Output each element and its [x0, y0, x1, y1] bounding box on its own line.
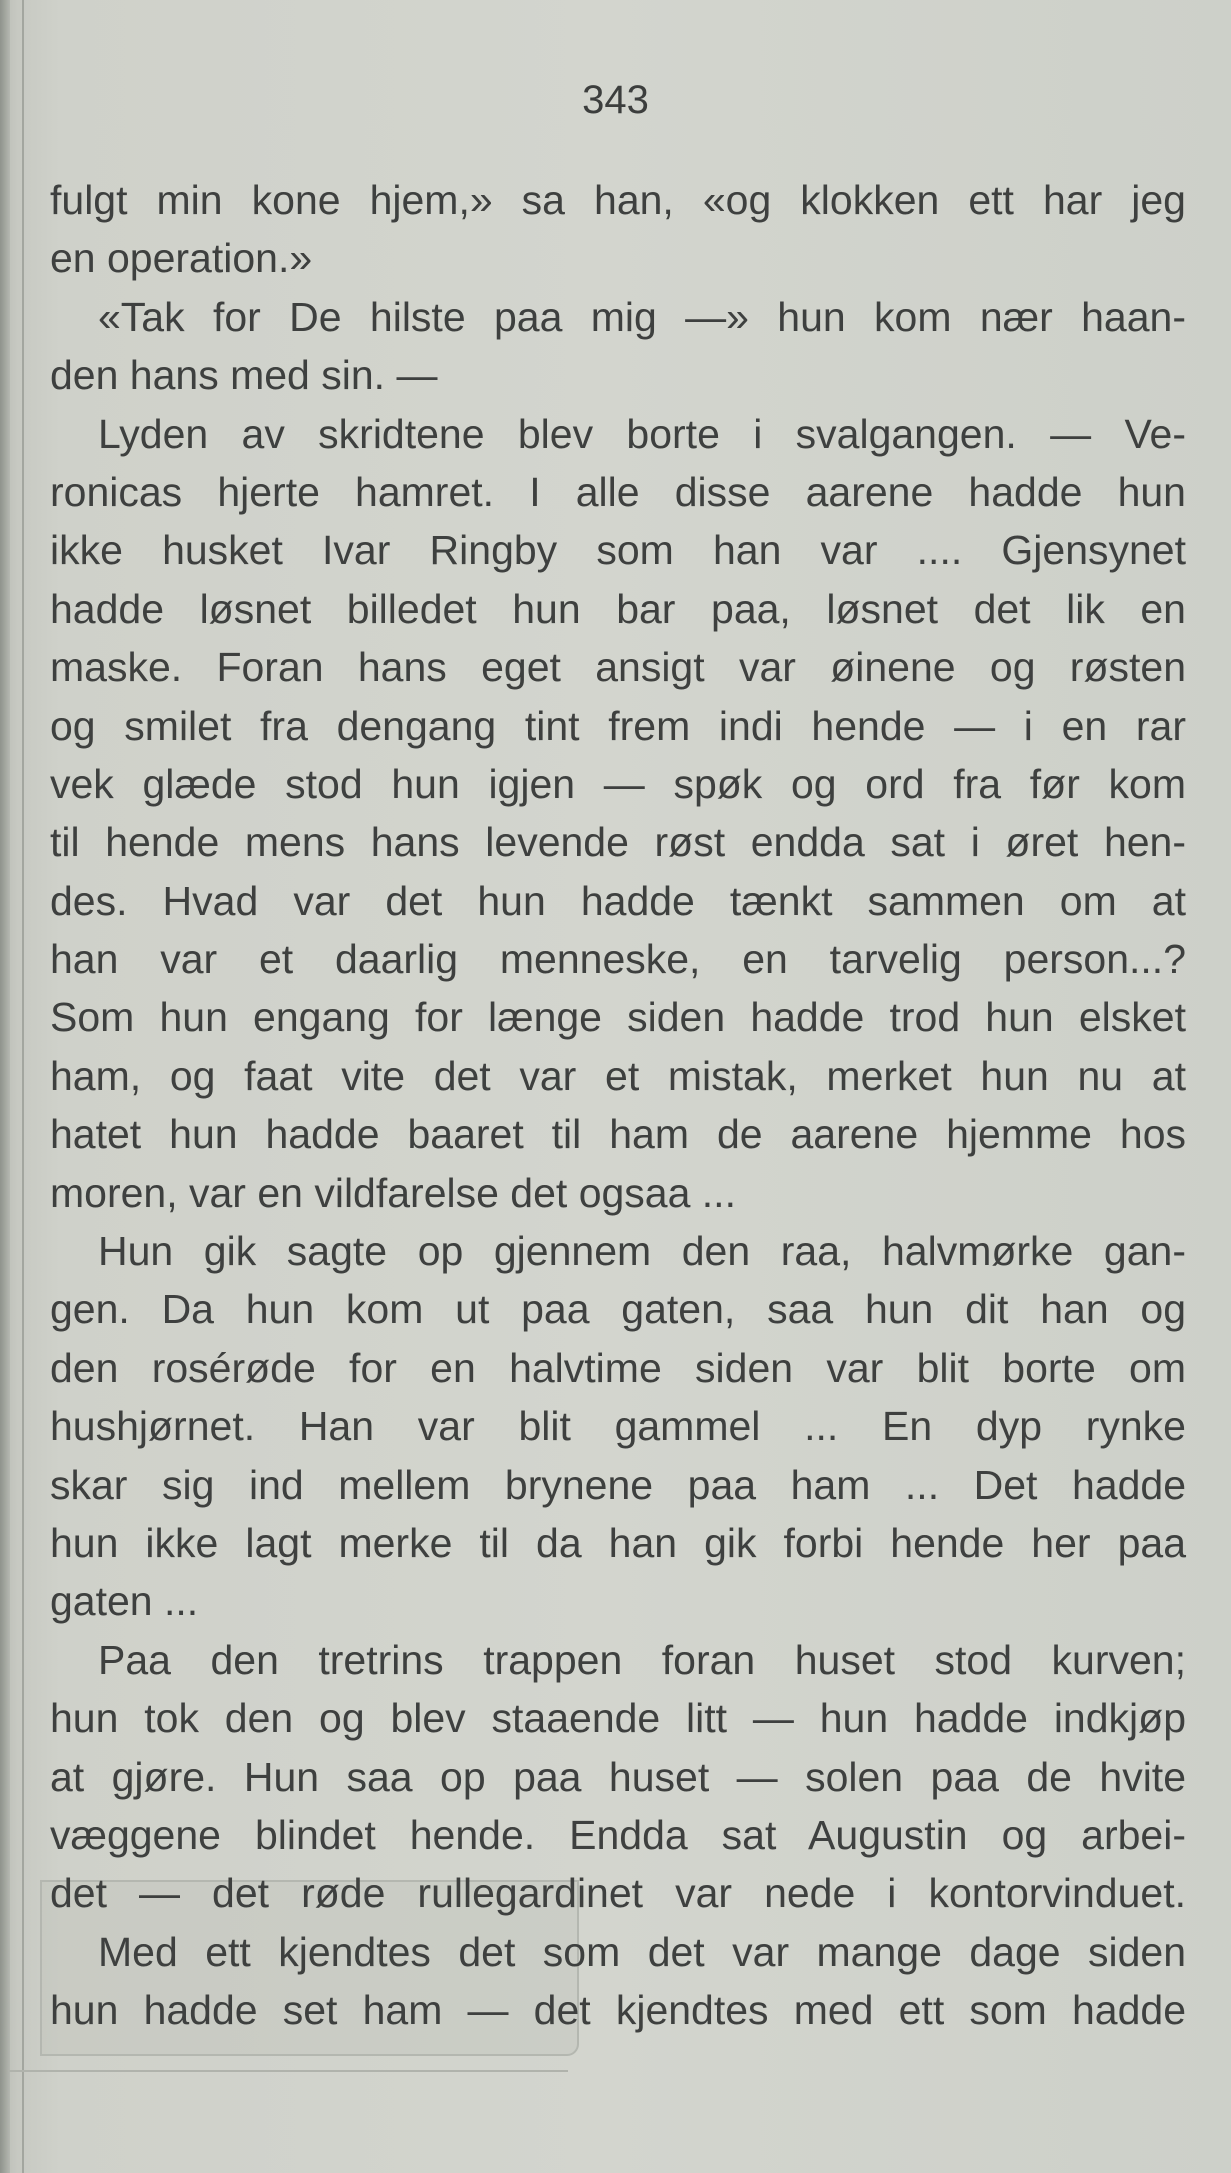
text-line: gen. Da hun kom ut paa gaten, saa hun dit han og	[50, 1286, 1186, 1333]
text-line: at gjøre. Hun saa op paa huset — solen paa de hvite	[50, 1753, 1186, 1800]
text-line: hatet hun hadde baaret til ham de aarene hjemme hos	[50, 1111, 1186, 1158]
text-line: til hende mens hans levende røst endda sat i øret hen-	[50, 819, 1186, 866]
text-line: «Tak for De hilste paa mig —» hun kom nær haan-	[98, 293, 1186, 340]
text-line: og smilet fra dengang tint frem indi hende — i en rar	[50, 702, 1186, 749]
text-line: des. Hvad var det hun hadde tænkt sammen om at	[50, 877, 1186, 924]
text-line: den hans med sin. —	[50, 352, 438, 399]
page-gutter-shadow	[0, 0, 10, 2173]
text-line: hun hadde set ham — det kjendtes med ett som hadde	[50, 1987, 1186, 2034]
text-line: fulgt min kone hjem,» sa han, «og klokken ett har jeg	[50, 177, 1186, 223]
page-number: 343	[582, 78, 649, 122]
text-line: Med ett kjendtes det som det var mange dage siden	[98, 1928, 1186, 1975]
text-line: en operation.»	[50, 235, 313, 282]
text-line: ikke husket Ivar Ringby som han var .... Gjensynet	[50, 527, 1186, 574]
gutter-line	[22, 0, 24, 2173]
text-line: Lyden av skridtene blev borte i svalgangen. — Ve-	[98, 410, 1186, 457]
text-line: hadde løsnet billedet hun bar paa, løsnet det lik en	[50, 585, 1186, 632]
text-line: Paa den tretrins trappen foran huset stod kurven;	[98, 1636, 1186, 1683]
text-line: maske. Foran hans eget ansigt var øinene og røsten	[50, 644, 1186, 691]
text-line: skar sig ind mellem brynene paa ham ... Det hadde	[50, 1461, 1186, 1508]
text-line: ham, og faat vite det var et mistak, merket hun nu at	[50, 1052, 1186, 1099]
text-line: Hun gik sagte op gjennem den raa, halvmørke gan-	[98, 1228, 1186, 1275]
text-line: han var et daarlig menneske, en tarvelig person...?	[50, 936, 1186, 983]
text-line: det — det røde rullegardinet var nede i kontorvinduet.	[50, 1870, 1186, 1917]
text-line: gaten ...	[50, 1578, 199, 1625]
text-line: hun tok den og blev staaende litt — hun hadde indkjøp	[50, 1695, 1186, 1742]
text-line: moren, var en vildfarelse det ogsaa ...	[50, 1169, 736, 1216]
text-line: ronicas hjerte hamret. I alle disse aarene hadde hun	[50, 468, 1186, 515]
text-line: hushjørnet. Han var blit gammel ... En dyp rynke	[50, 1403, 1186, 1450]
text-line: hun ikke lagt merke til da han gik forbi hende her paa	[50, 1519, 1186, 1566]
slip-edge-line	[8, 2070, 568, 2072]
text-line: væggene blindet hende. Endda sat Augustin og arbei-	[50, 1811, 1186, 1858]
body-text	[50, 171, 1186, 2040]
text-line: Som hun engang for længe siden hadde trod hun elsket	[50, 994, 1186, 1041]
text-line: den rosérøde for en halvtime siden var blit borte om	[50, 1344, 1186, 1391]
text-line: vek glæde stod hun igjen — spøk og ord fra før kom	[50, 760, 1186, 807]
